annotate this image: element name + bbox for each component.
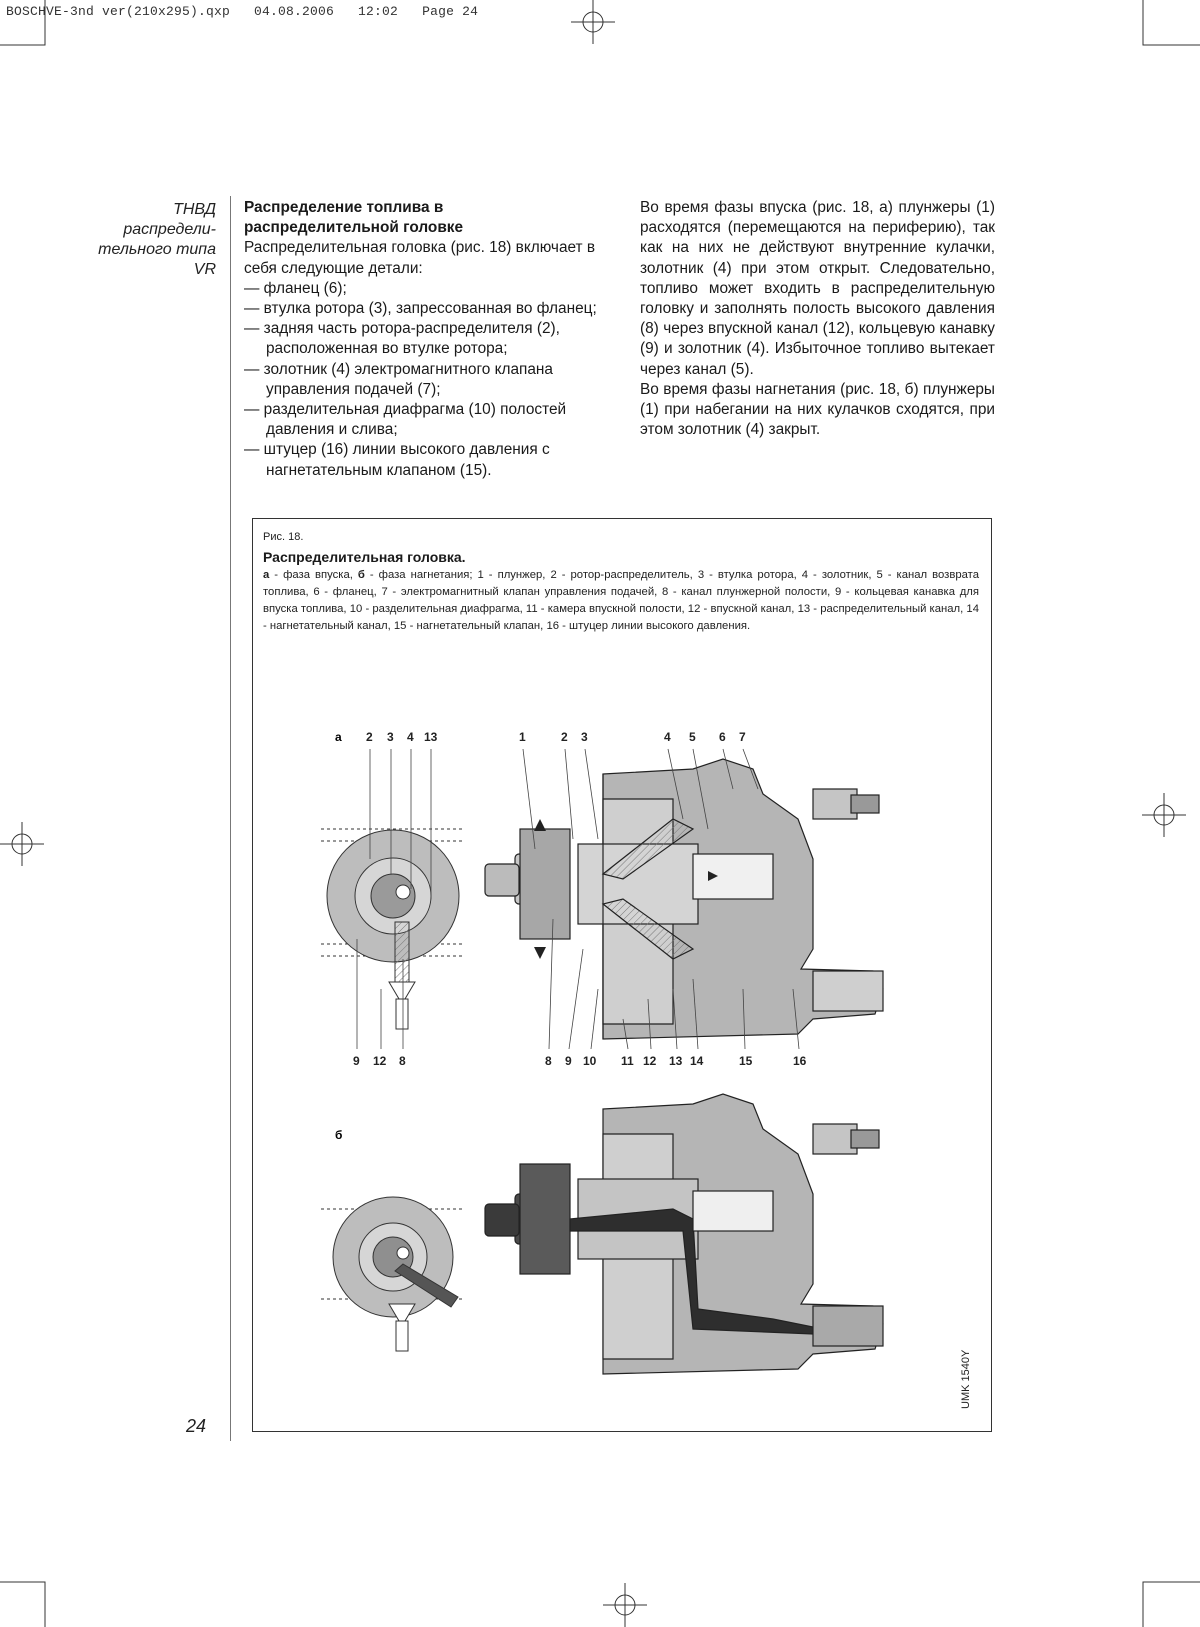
registration-mark-bottom <box>603 1583 647 1627</box>
intro-paragraph: Распределительная головка (рис. 18) включает в себя следующие детали: <box>244 239 596 277</box>
text-column-right <box>640 198 995 440</box>
callout-label: 11 <box>621 1054 634 1068</box>
callout-label: 8 <box>545 1054 552 1068</box>
callout-label: 2 <box>366 730 373 744</box>
caption-text: - фаза впуска, <box>269 569 358 581</box>
list-item: — золотник (4) электромагнитного клапана управления подачей (7); <box>244 360 599 400</box>
figure-box <box>252 518 992 1432</box>
callout-label: 4 <box>407 730 414 744</box>
callout-label: 16 <box>793 1054 807 1068</box>
distributor-section-a <box>485 759 883 1039</box>
section-marker-line: распредели- <box>123 221 216 238</box>
caption-key: б <box>357 569 365 581</box>
registration-mark-top <box>571 0 615 44</box>
callout-label: 1 <box>519 730 526 744</box>
paragraph: Во время фазы впуска (рис. 18, а) плунжеры (1) расходятся (перемещаются на периферию), так как на них не действуют внутренние кулачки, золотник (4) при этом открыт. Следовательно, топливо может входить в распределительную головку и заполнять полость высокого давления (8) через впускной канал (12), кольцевую канавку (9) и золотник (4). Избыточное топливо вытекает через канал (5). <box>640 199 995 378</box>
section-marker <box>60 200 216 280</box>
text-column-left <box>244 198 599 481</box>
parts-list <box>244 279 599 481</box>
callout-label: 3 <box>387 730 394 744</box>
callout-label: 13 <box>424 730 438 744</box>
callout-label: 9 <box>353 1054 360 1068</box>
callout-label: 5 <box>689 730 696 744</box>
figure-number: Рис. 18. <box>263 531 304 543</box>
section-marker-line: ТНВД <box>173 201 216 218</box>
crop-mark-bottom-left <box>0 1582 45 1627</box>
callout-label: 7 <box>739 730 746 744</box>
section-heading <box>244 198 599 238</box>
callout-label: 12 <box>373 1054 387 1068</box>
list-item: — фланец (6); <box>244 279 599 299</box>
distributor-section-b <box>485 1094 883 1374</box>
crop-mark-bottom-right <box>1143 1582 1200 1627</box>
list-item: — задняя часть ротора-распределителя (2), расположенная во втулке ротора; <box>244 319 599 359</box>
figure-code: UMK 1540Y <box>960 1349 972 1409</box>
list-item: — штуцер (16) линии высокого давления с нагнетательным клапаном (15). <box>244 440 599 480</box>
caption-text: - фаза нагнетания; 1 - плунжер, 2 - ротор-распределитель, 3 - втулка ротора, 4 - золотник, 5 - канал возврата топлива, 6 - фланец, 7 - электромагнитный клапан управления подачей, 8 - канал плунжерной полости, 9 - кольцевая канавка для впуска топлива, 10 - разделительная диафрагма, 11 - камера впускной полости, 12 - впускной канал, 13 - распределительный канал, 14 - нагнетательный канал, 15 - нагнетательный клапан, 16 - штуцер линии высокого давления. <box>263 569 979 632</box>
section-heading-line: Распределение топлива в <box>244 199 444 216</box>
page-number: 24 <box>186 1416 207 1436</box>
callout-label: 8 <box>399 1054 406 1068</box>
caption-key: а <box>263 569 270 581</box>
view-a-label: а <box>335 730 342 744</box>
rotor-section-a <box>321 829 463 1029</box>
crop-mark-top-right <box>1143 0 1200 45</box>
callout-label: 13 <box>669 1054 683 1068</box>
list-item: — втулка ротора (3), запрессованная во фланец; <box>244 299 599 319</box>
section-marker-line: тельного типа <box>98 241 216 258</box>
print-slug: BOSCHVE-3nd ver(210x295).qxp 04.08.2006 12:02 Page 24 <box>6 4 479 19</box>
callout-label: 15 <box>739 1054 753 1068</box>
rotor-section-b <box>321 1197 463 1351</box>
callout-label: 3 <box>581 730 588 744</box>
registration-mark-right <box>1142 793 1186 837</box>
list-item: — разделительная диафрагма (10) полостей давления и слива; <box>244 400 599 440</box>
section-marker-line: VR <box>193 261 216 278</box>
registration-mark-left <box>0 822 44 866</box>
margin-rule <box>230 196 231 1441</box>
figure-title: Распределительная головка. <box>263 549 466 565</box>
callout-label: 4 <box>664 730 671 744</box>
callout-label: 9 <box>565 1054 572 1068</box>
callout-label: 2 <box>561 730 568 744</box>
paragraph: Во время фазы нагнетания (рис. 18, б) плунжеры (1) при набегании на них кулачков сходятся, при этом золотник (4) закрыт. <box>640 380 995 439</box>
callout-label: 10 <box>583 1054 597 1068</box>
callout-label: 6 <box>719 730 726 744</box>
section-heading-line: распределительной головке <box>244 219 464 237</box>
view-b-label: б <box>335 1128 343 1142</box>
crop-mark-top-left <box>0 0 45 45</box>
distributor-head-drawing <box>253 519 993 1433</box>
callout-label: 14 <box>690 1054 704 1068</box>
callout-label: 12 <box>643 1054 657 1068</box>
